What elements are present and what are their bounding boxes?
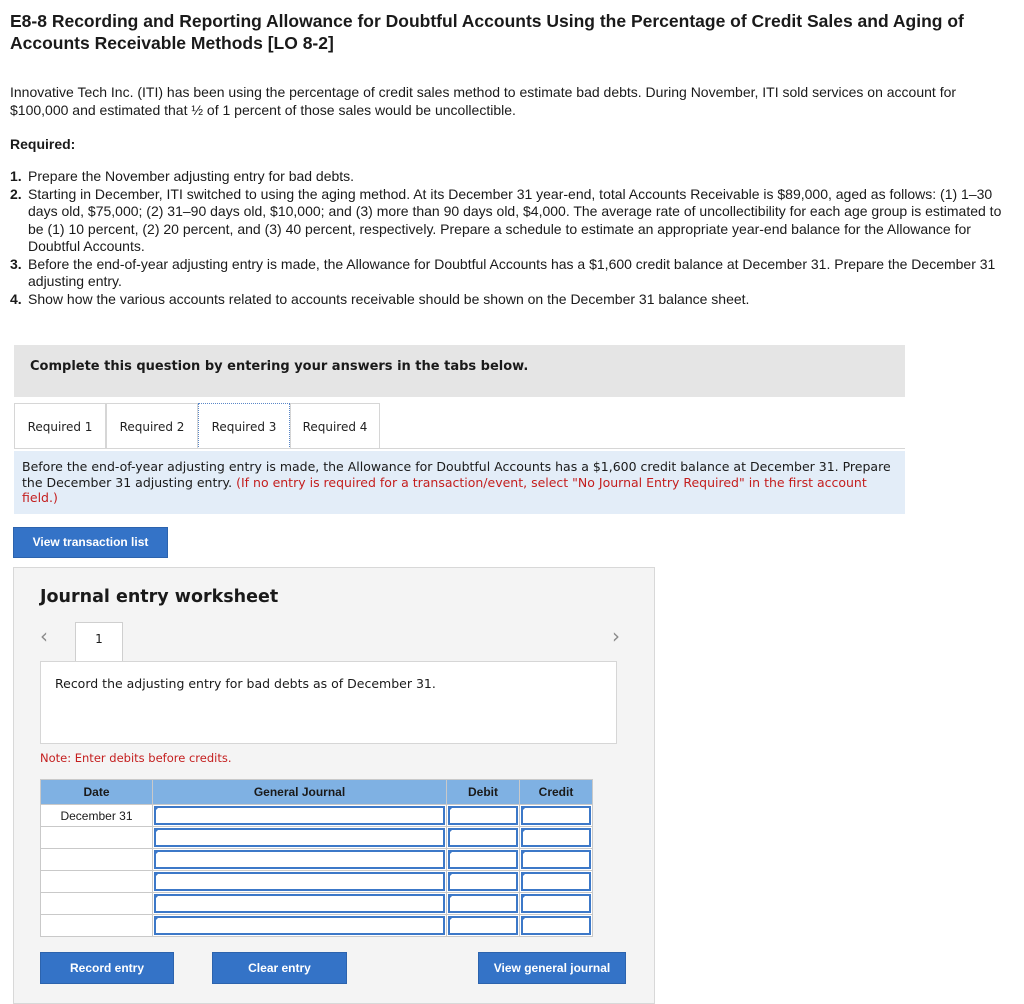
column-header-general-journal: General Journal: [153, 780, 447, 805]
date-cell: [41, 827, 153, 849]
account-field[interactable]: [153, 849, 447, 871]
chevron-right-icon[interactable]: ›: [612, 624, 620, 648]
required-item-number: 1.: [10, 168, 22, 184]
tab-divider: [14, 448, 905, 449]
debit-field[interactable]: [447, 893, 520, 915]
account-field[interactable]: [153, 827, 447, 849]
instruction-text: Before the end-of-year adjusting entry is made, the Allowance for Doubtful Accounts has a $1,600 credit balance at December 31. Prepare the December 31 adjusting entry.: [22, 459, 891, 490]
record-prompt: Record the adjusting entry for bad debts as of December 31.: [55, 676, 436, 691]
tab-required-2[interactable]: Required 2: [106, 403, 198, 449]
column-header-credit: Credit: [520, 780, 593, 805]
tab-required-4[interactable]: Required 4: [290, 403, 380, 449]
tab-required-1[interactable]: Required 1: [14, 403, 106, 449]
required-item-text: Before the end-of-year adjusting entry is made, the Allowance for Doubtful Accounts has a $1,600 credit balance at December 31. Prepare the December 31 adjusting entry.: [28, 255, 996, 289]
table-row: [41, 827, 593, 849]
worksheet-page-tab[interactable]: 1: [75, 622, 123, 662]
debit-field[interactable]: [447, 805, 520, 827]
tab-required-3[interactable]: Required 3: [198, 403, 290, 449]
credit-field[interactable]: [520, 805, 593, 827]
instruction-box: [14, 451, 905, 514]
required-item-number: 3.: [10, 255, 22, 272]
required-item-text: Starting in December, ITI switched to using the aging method. At its December 31 year-end, total Accounts Receivable is $89,000, aged as follows: (1) 1–30 days old, $75,000; (2) 31–90 days old, $10,000; and (3) more than 90 days old, $4,000. The average rate of uncollectibility for each age group is estimated to be (1) 10 percent, (2) 20 percent, and (3) 40 percent, respectively. Prepare a schedule to estimate an appropriate year-end balance for the Allowance for Doubtful Accounts.: [28, 185, 1002, 254]
account-field[interactable]: [153, 893, 447, 915]
worksheet-title: Journal entry worksheet: [40, 587, 279, 607]
debit-field[interactable]: [447, 849, 520, 871]
credit-field[interactable]: [520, 871, 593, 893]
complete-banner: [14, 345, 905, 397]
debit-field[interactable]: [447, 915, 520, 937]
required-list: [10, 168, 1010, 308]
instruction-hint: (If no entry is required for a transaction/event, select "No Journal Entry Required" in the first account field.): [22, 474, 867, 505]
page-title: E8-8 Recording and Reporting Allowance for Doubtful Accounts Using the Percentage of Credit Sales and Aging of Accounts Receivable Methods [LO 8-2]: [10, 11, 964, 53]
record-prompt-box: [40, 661, 617, 744]
view-transaction-list-button[interactable]: View transaction list: [13, 527, 168, 558]
required-item: [10, 186, 1010, 256]
credit-field[interactable]: [520, 893, 593, 915]
required-item: [10, 291, 1010, 309]
debit-field[interactable]: [447, 827, 520, 849]
credit-field[interactable]: [520, 827, 593, 849]
credit-field[interactable]: [520, 915, 593, 937]
table-row: [41, 849, 593, 871]
table-row: [41, 871, 593, 893]
journal-entry-table: [40, 779, 593, 937]
problem-intro: Innovative Tech Inc. (ITI) has been using the percentage of credit sales method to estimate bad debts. During November, ITI sold services on account for $100,000 and estimated that ½ of 1 percent of those sales would be uncollectible.: [10, 84, 957, 118]
required-item: [10, 168, 1010, 186]
debit-field[interactable]: [447, 871, 520, 893]
date-cell: [41, 915, 153, 937]
required-item-text: Prepare the November adjusting entry for bad debts.: [28, 168, 355, 184]
record-entry-button[interactable]: Record entry: [40, 952, 174, 984]
debits-note: Note: Enter debits before credits.: [40, 751, 232, 765]
required-heading: Required:: [10, 136, 76, 152]
clear-entry-button[interactable]: Clear entry: [212, 952, 347, 984]
required-item: [10, 256, 1010, 291]
column-header-date: Date: [41, 780, 153, 805]
table-row: [41, 805, 593, 827]
column-header-debit: Debit: [447, 780, 520, 805]
account-field[interactable]: [153, 871, 447, 893]
complete-banner-text: Complete this question by entering your answers in the tabs below.: [30, 359, 529, 374]
required-item-number: 2.: [10, 185, 22, 202]
date-cell: [41, 871, 153, 893]
date-cell: [41, 849, 153, 871]
table-row: [41, 893, 593, 915]
chevron-left-icon[interactable]: ‹: [40, 624, 48, 648]
account-field[interactable]: [153, 805, 447, 827]
required-item-number: 4.: [10, 290, 22, 307]
credit-field[interactable]: [520, 849, 593, 871]
account-field[interactable]: [153, 915, 447, 937]
required-item-text: Show how the various accounts related to accounts receivable should be shown on the December 31 balance sheet.: [28, 290, 750, 307]
table-row: [41, 915, 593, 937]
date-cell: December 31: [41, 805, 153, 827]
date-cell: [41, 893, 153, 915]
view-general-journal-button[interactable]: View general journal: [478, 952, 626, 984]
